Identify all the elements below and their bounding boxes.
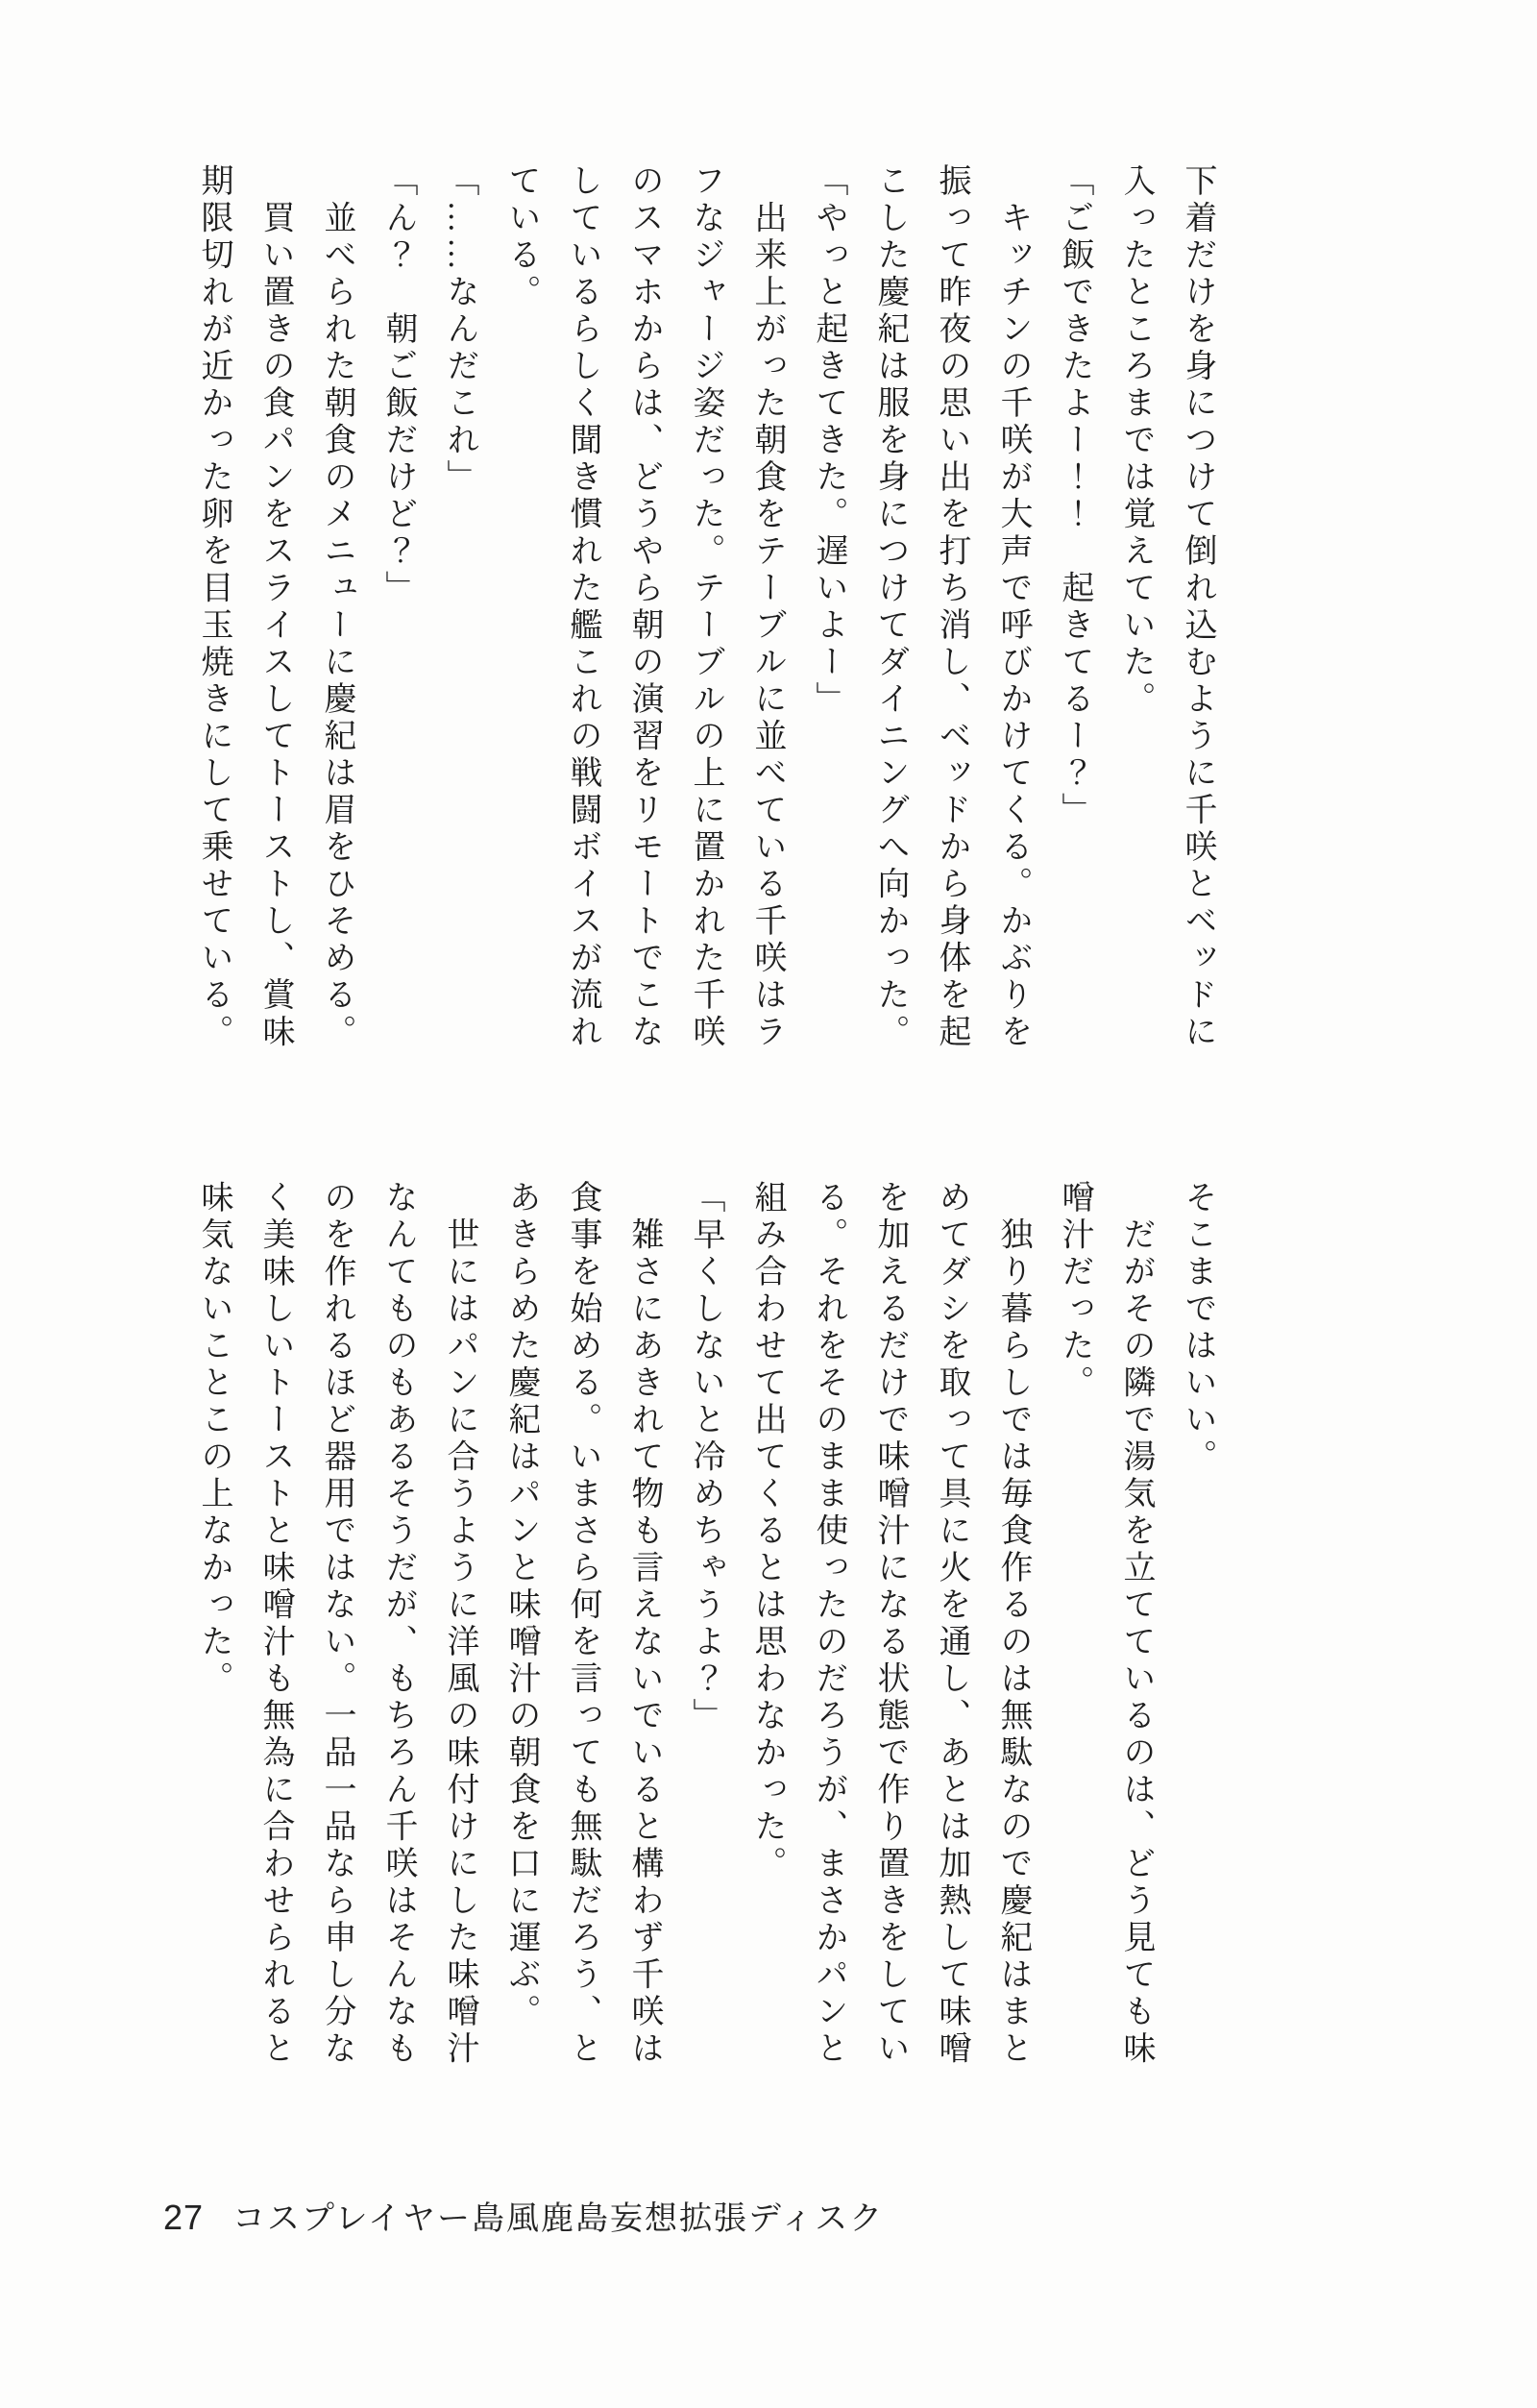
dialogue-line: 「やっと起きてきた。遅いよー」 (811, 163, 846, 719)
paragraph: 独り暮らしでは毎食作るのは無駄なので慶紀はまとめてダシを取って具に火を通し、あとは加熱して味噌を加えるだけで味噌汁になる状態で作り置きをしている。それをそのまま使ったのだろうが、まさかパンと組み合わせて出てくるとは思わなかった。 (749, 1180, 1031, 2068)
page-footer (163, 2192, 884, 2239)
paragraph: 下着だけを身につけて倒れ込むように千咲とベッドに入ったところまでは覚えていた。 (1118, 163, 1215, 1051)
paragraph: 買い置きの食パンをスライスしてトーストし、賞味期限切れが近かった卵を目玉焼きにして乗せている。 (196, 163, 293, 1051)
paragraph: 出来上がった朝食をテーブルに並べている千咲はラフなジャージ姿だった。テーブルの上に置かれた千咲のスマホからは、どうやら朝の演習をリモートでこなしているらしく聞き慣れた艦これの戦闘ボイスが流れている。 (503, 163, 785, 1051)
dialogue-line: 「ん？ 朝ご飯だけど？」 (380, 163, 416, 607)
text-block-bottom (183, 1180, 1228, 2074)
paragraph: キッチンの千咲が大声で呼びかけてくる。かぶりを振って昨夜の思い出を打ち消し、ベッドから身体を起こした慶紀は服を身につけてダイニングへ向かった。 (872, 163, 1031, 1051)
paragraph: 雑さにあきれて物も言えないでいると構わず千咲は食事を始める。いまさら何を言っても無駄だろう、とあきらめた慶紀はパンと味噌汁の朝食を口に運ぶ。 (503, 1180, 662, 2068)
paragraph: 並べられた朝食のメニューに慶紀は眉をひそめる。 (319, 163, 354, 1051)
book-title: コスプレイヤー島風鹿島妄想拡張ディスク (232, 2200, 885, 2237)
paragraph: そこまではいい。 (1180, 1180, 1215, 1476)
text-block-top (183, 163, 1228, 1057)
paragraph: 世にはパンに合うように洋風の味付けにした味噌汁なんてものもあるそうだが、もちろん千咲はそんなものを作れるほど器用ではない。一品一品なら申し分なく美味しいトーストと味噌汁も無為に合わせられると味気ないことこの上なかった。 (196, 1180, 477, 2068)
dialogue-line: 「ご飯できたよー！！ 起きてるー？」 (1057, 163, 1092, 829)
dialogue-line: 「……なんだこれ」 (442, 163, 477, 497)
paragraph: だがその隣で湯気を立てているのは、どう見ても味噌汁だった。 (1057, 1180, 1154, 2068)
page-number: 27 (163, 2198, 205, 2237)
dialogue-line: 「早くしないと冷めちゃうよ？」 (688, 1180, 723, 1735)
